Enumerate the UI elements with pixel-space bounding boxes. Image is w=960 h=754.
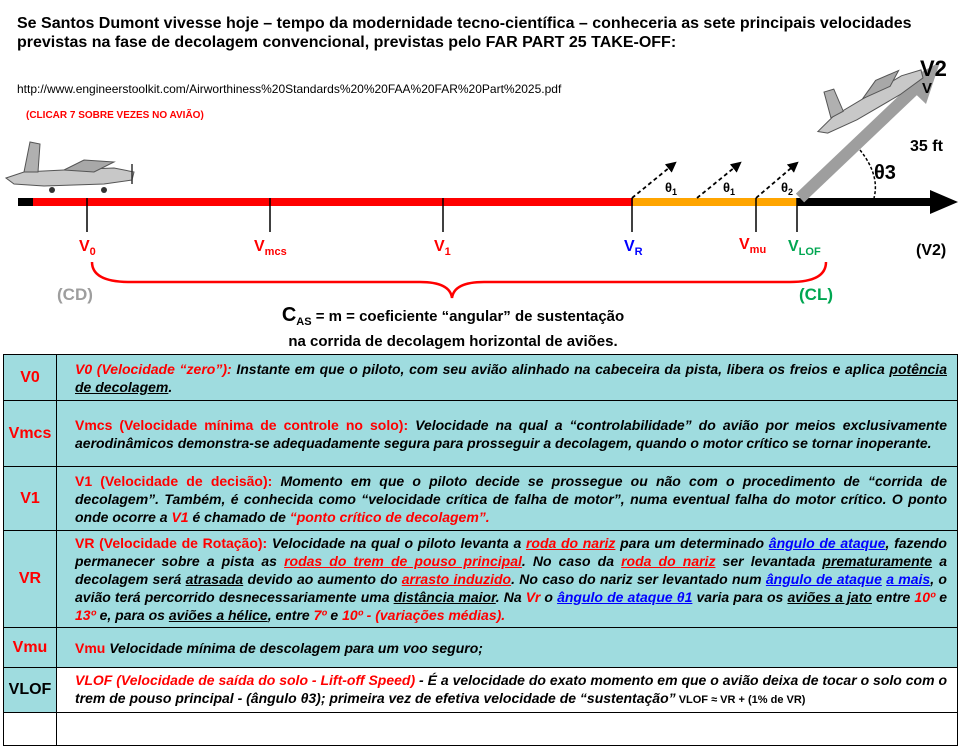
text-vmcs: Vmcs (Velocidade mínima de controle no solo): Velocidade na qual a “controlabilidade” do avião por meios exclusivamente aerodinâmicos demonstra-se adequadamente segura para prosseguir a decolagem, quando o motor crítico se tornar inoperante. (57, 401, 958, 467)
empty-sym-cell (4, 713, 57, 746)
label-vmu: $V_{mu}$ (739, 236, 767, 257)
label-v1: $V_1$ (434, 238, 451, 259)
text-vlof: VLOF (Velocidade de saída do solo - Lift-off Speed) - É a velocidade do exato momento em que o avião deixa de tocar o solo com o trem de pouso principal - (ângulo θ3); primeira vez de efetiva velocidade de “sustentação” VLOF ≈ VR + (1% de VR) (57, 668, 958, 713)
text-vr: VR (Velocidade de Rotação): Velocidade na qual o piloto levanta a roda do nariz para um determinado ângulo de ataque, fazendo permanecer sobre a pista as rodas do trem de pouso principal. No caso da roda do nariz ser levantada prematuramente a decolagem será atrasada devido ao aumento do arrasto induzido. No caso do nariz ser levantado num ângulo de ataque a mais, o avião terá percorrido desnecessariamente uma distância maior. Na Vr o ângulo de ataque θ1 varia para os aviões a jato entre 10º e 13º e, para os aviões a hélice, entre 7º e 10º - (variações médias). (57, 531, 958, 628)
runway-orange-segment (633, 198, 797, 206)
label-v0: $V_0$ (79, 238, 96, 259)
label-vr: $V_R$ (624, 238, 643, 259)
sym-v1: V1 (4, 467, 57, 531)
sym-vr: VR (4, 531, 57, 628)
row-v1 (4, 467, 958, 531)
runway-red-segment (33, 198, 633, 206)
click-hint: (CLICAR 7 SOBRE VEZES NO AVIÃO) (26, 110, 204, 121)
page-title: Se Santos Dumont vivesse hoje – tempo da modernidade tecno-científica – conheceria as sete principais velocidades previstas na fase de decolagem convencional, previstas pelo FAR PART 25 TAKE-OFF: (17, 15, 912, 51)
sym-v0: V0 (4, 355, 57, 401)
row-vlof (4, 668, 958, 713)
row-vmu (4, 628, 958, 668)
source-url[interactable]: http://www.engineerstoolkit.com/Airworthiness%20Standards%20%20FAA%20FAR%20Part%2025.pdf (17, 82, 562, 96)
text-v0: V0 (Velocidade “zero”): Instante em que o piloto, com seu avião alinhado na cabeceira da pista, libera os freios e aplica potência de decolagem. (57, 355, 958, 401)
definitions-table (3, 354, 958, 746)
label-v2-top-v: V (922, 80, 933, 97)
sym-vmu: Vmu (4, 628, 57, 668)
plane-ground (6, 142, 134, 193)
row-empty (4, 713, 958, 746)
cas-caption: $C_{AS} = m$ = coeficiente “angular” de sustentação na corrida de decolagem horizontal de aviões. (281, 304, 625, 350)
runway-black-start (18, 198, 33, 206)
sym-vlof: VLOF (4, 668, 57, 713)
text-vmu: Vmu Velocidade mínima de descolagem para um voo seguro; (57, 628, 958, 668)
label-v2-top: V2 (920, 56, 947, 81)
label-vmcs: $V_{mcs}$ (254, 238, 287, 259)
label-cl: (CL) (799, 285, 833, 304)
runway-arrow-head (930, 190, 958, 214)
label-theta3: θ3 (874, 162, 896, 184)
label-35ft: 35 ft (910, 138, 943, 155)
sym-vmcs: Vmcs (4, 401, 57, 467)
row-vr (4, 531, 958, 628)
label-v2-axis: (V2) (916, 242, 947, 259)
cas-brace (92, 262, 826, 298)
empty-text-cell (57, 713, 958, 746)
label-vlof: $V_{LOF}$ (788, 238, 821, 259)
theta-label-1: $\theta_1$ (665, 180, 678, 197)
runway-black-end (797, 198, 934, 206)
theta-label-3: $\theta_2$ (781, 180, 794, 197)
label-cd: (CD) (57, 285, 93, 304)
theta-label-2: $\theta_1$ (723, 180, 736, 197)
row-vmcs (4, 401, 958, 467)
row-v0 (4, 355, 958, 401)
text-v1: V1 (Velocidade de decisão): Momento em que o piloto decide se prossegue ou não com o procedimento de “corrida de decolagem”. Também, é conhecida como “velocidade crítica de falha de motor”, numa eventual falha do motor crítico. O ponto onde ocorre a V1 é chamado de “ponto crítico de decolagem”. (57, 467, 958, 531)
